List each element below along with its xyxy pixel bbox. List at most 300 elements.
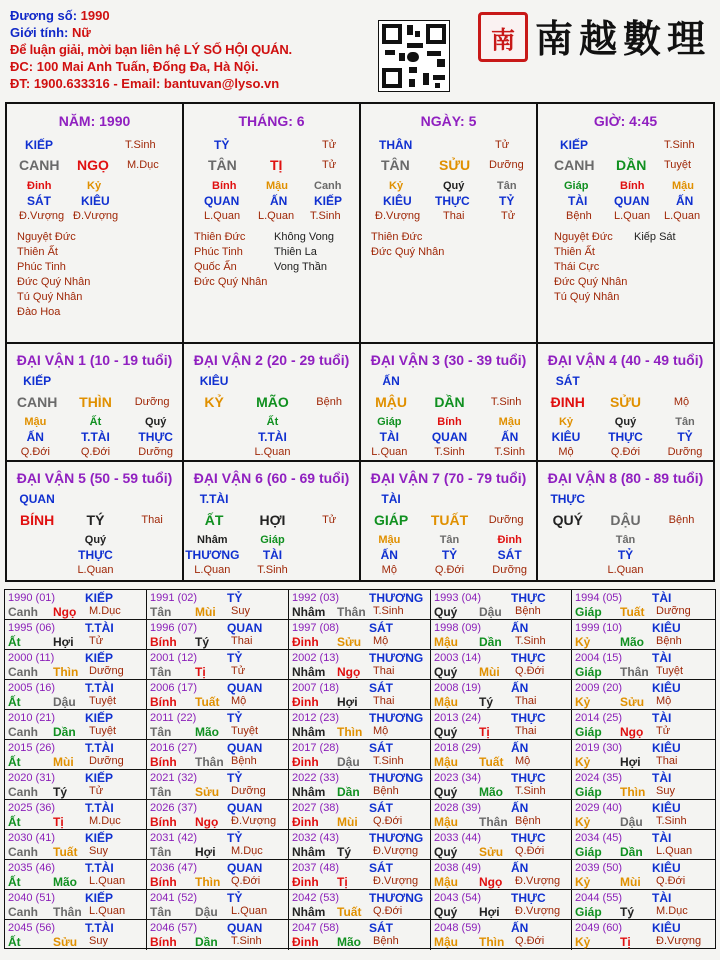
year-stem: Giáp bbox=[575, 845, 602, 859]
year-stem: Tân bbox=[150, 905, 172, 919]
year-label: 2008 (19) bbox=[434, 682, 482, 694]
luck-hidden-stage: L.Quan bbox=[254, 446, 291, 458]
year-cell bbox=[5, 770, 147, 800]
year-stage: Bệnh bbox=[515, 815, 541, 827]
luck-title: ĐẠI VẬN 7 (70 - 79 tuổi) bbox=[370, 470, 527, 486]
luck-stem: CANH bbox=[16, 394, 58, 410]
year-branch: Dần bbox=[337, 785, 360, 799]
year-stem: Canh bbox=[8, 665, 38, 679]
year-stage: Đ.Vượng bbox=[373, 875, 419, 887]
luck-title: ĐẠI VẬN 4 (40 - 49 tuổi) bbox=[547, 352, 704, 368]
year-cell bbox=[431, 740, 572, 770]
year-label: 2036 (47) bbox=[150, 862, 198, 874]
year-branch: Thìn bbox=[337, 725, 363, 739]
year-cell bbox=[289, 650, 431, 680]
hidden-stage: Đ.Vượng bbox=[73, 210, 119, 222]
year-god: KIẾP bbox=[85, 711, 114, 725]
year-stem: Kỷ bbox=[575, 815, 591, 829]
hidden-god: TỶ bbox=[499, 194, 515, 208]
year-cell bbox=[289, 890, 431, 920]
year-label: 2015 (26) bbox=[8, 742, 56, 754]
year-cell bbox=[5, 890, 147, 920]
year-god: T.TÀI bbox=[85, 861, 114, 875]
year-cell bbox=[572, 890, 715, 920]
year-branch: Dần bbox=[195, 935, 218, 949]
luck-god: KIÊU bbox=[199, 374, 229, 388]
year-label: 2018 (29) bbox=[434, 742, 482, 754]
year-god: TÀI bbox=[652, 771, 672, 785]
year-stage: Thai bbox=[515, 695, 537, 707]
year-branch: Dần bbox=[620, 845, 643, 859]
luck-hidden-stem: Kỷ bbox=[558, 416, 574, 428]
year-god: SÁT bbox=[369, 681, 393, 695]
luck-hidden-god: TỶ bbox=[441, 548, 458, 562]
year-label: 1998 (09) bbox=[434, 622, 482, 634]
luck-title: ĐẠI VẬN 8 (80 - 89 tuổi) bbox=[547, 470, 704, 486]
year-label: 2005 (16) bbox=[8, 682, 56, 694]
year-stem: Tân bbox=[150, 785, 172, 799]
year-stage: Dưỡng bbox=[656, 605, 691, 617]
year-god: QUAN bbox=[227, 921, 263, 935]
year-label: 2004 (15) bbox=[575, 652, 623, 664]
year-cell bbox=[289, 710, 431, 740]
year-stem: Canh bbox=[8, 905, 38, 919]
luck-hidden-stage: Dưỡng bbox=[492, 564, 528, 576]
year-cell bbox=[147, 590, 289, 620]
year-cell bbox=[289, 620, 431, 650]
year-god: THỰC bbox=[511, 891, 546, 905]
year-stem: Ất bbox=[8, 935, 21, 949]
year-stem: Đinh bbox=[292, 875, 319, 889]
year-stem: Canh bbox=[8, 845, 38, 859]
year-branch: Ngọ bbox=[620, 725, 644, 739]
year-god: TỶ bbox=[227, 651, 243, 665]
year-stem: Giáp bbox=[575, 785, 602, 799]
pillar-branch: DẦN bbox=[616, 157, 647, 173]
year-label: 2032 (43) bbox=[292, 832, 340, 844]
year-branch: Thân bbox=[195, 755, 224, 769]
year-god: KIÊU bbox=[652, 681, 681, 695]
year-cell bbox=[431, 650, 572, 680]
luck-stage: Dưỡng bbox=[488, 514, 524, 526]
year-stage: Đ.Vượng bbox=[373, 845, 419, 857]
year-stage: Tuyệt bbox=[89, 695, 117, 707]
luck-cell bbox=[538, 344, 713, 462]
luck-title: ĐẠI VẬN 3 (30 - 39 tuổi) bbox=[370, 352, 527, 368]
hidden-stage: L.Quan bbox=[664, 210, 701, 222]
luck-hidden-god: TÀI bbox=[379, 430, 399, 444]
luck-god: T.TÀI bbox=[199, 492, 229, 506]
year-label: 1991 (02) bbox=[150, 592, 198, 604]
year-cell bbox=[431, 800, 572, 830]
brand-logo-text: 南越數理 bbox=[535, 16, 712, 61]
year-branch: Mão bbox=[479, 785, 503, 799]
hidden-god: THỰC bbox=[435, 194, 470, 208]
year-branch: Tý bbox=[479, 695, 494, 709]
year-stage: Bệnh bbox=[373, 785, 399, 797]
hidden-stem: Giáp bbox=[564, 180, 589, 192]
hidden-god: KIÊU bbox=[81, 194, 110, 208]
year-god: QUAN bbox=[227, 801, 263, 815]
year-stem: Quý bbox=[434, 605, 458, 619]
year-god: THỰC bbox=[511, 651, 546, 665]
year-cell bbox=[431, 920, 572, 950]
hidden-stage: L.Quan bbox=[204, 210, 241, 222]
phone-email-line: ĐT: 1900.633316 - Email: bantuvan@lyso.vn bbox=[10, 76, 280, 91]
year-branch: Dần bbox=[479, 635, 502, 649]
year-stage: M.Dục bbox=[89, 815, 121, 827]
year-branch: Tuất bbox=[53, 845, 78, 859]
luck-hidden-stem: Mậu bbox=[24, 416, 47, 428]
year-stage: Tử bbox=[656, 725, 671, 737]
year-stem: Giáp bbox=[575, 605, 602, 619]
luck-hidden-stem: Ất bbox=[266, 416, 279, 428]
year-branch: Sửu bbox=[53, 935, 78, 949]
year-cell bbox=[572, 590, 715, 620]
year-branch: Mùi bbox=[479, 665, 500, 679]
year-cell bbox=[5, 710, 147, 740]
year-label: 2047 (58) bbox=[292, 922, 340, 934]
year-branch: Thân bbox=[53, 905, 82, 919]
luck-stage: Bệnh bbox=[668, 514, 695, 526]
year-branch: Tuất bbox=[337, 905, 362, 919]
year-label: 2002 (13) bbox=[292, 652, 340, 664]
year-cell bbox=[147, 830, 289, 860]
year-branch: Mùi bbox=[620, 875, 641, 889]
year-god: ẤN bbox=[511, 741, 529, 755]
luck-hidden-god: THỰC bbox=[608, 430, 643, 444]
year-stem: Ất bbox=[8, 875, 21, 889]
address-line: ĐC: 100 Mai Anh Tuấn, Đống Đa, Hà Nội. bbox=[10, 59, 259, 74]
annual-luck-table bbox=[4, 589, 716, 949]
year-god: TỶ bbox=[227, 831, 243, 845]
year-cell bbox=[289, 830, 431, 860]
year-stem: Ất bbox=[8, 695, 21, 709]
year-stage: T.Sinh bbox=[373, 605, 404, 617]
pillar-god: KIẾP bbox=[25, 138, 54, 152]
year-stem: Bính bbox=[150, 875, 177, 889]
year-god: ẤN bbox=[511, 621, 529, 635]
year-stage: Đ.Vượng bbox=[231, 815, 277, 827]
pillar-branch-stage: Dưỡng bbox=[489, 159, 524, 171]
luck-hidden-stage: Mộ bbox=[558, 446, 574, 458]
year-stage: Mộ bbox=[656, 695, 672, 707]
year-label: 1992 (03) bbox=[292, 592, 340, 604]
year-stem: Nhâm bbox=[292, 665, 326, 679]
year-label: 2001 (12) bbox=[150, 652, 198, 664]
year-branch: Tý bbox=[53, 785, 68, 799]
year-cell bbox=[572, 800, 715, 830]
year-god: KIẾP bbox=[85, 771, 114, 785]
year-branch: Dậu bbox=[337, 755, 360, 769]
year-branch: Ngọ bbox=[337, 665, 361, 679]
year-branch: Tuất bbox=[195, 695, 220, 709]
year-stage: T.Sinh bbox=[515, 635, 546, 647]
year-label: 2035 (46) bbox=[8, 862, 56, 874]
year-stage: Q.Đới bbox=[515, 845, 545, 857]
year-cell bbox=[5, 680, 147, 710]
year-cell bbox=[572, 830, 715, 860]
year-stem: Ất bbox=[8, 815, 21, 829]
year-label: 2017 (28) bbox=[292, 742, 340, 754]
year-label: 2000 (11) bbox=[8, 652, 55, 664]
luck-hidden-god: TÀI bbox=[262, 548, 283, 562]
pillar-stem: CANH bbox=[554, 157, 595, 173]
year-stem: Đinh bbox=[292, 815, 319, 829]
year-god: TÀI bbox=[652, 831, 672, 845]
luck-cell bbox=[361, 462, 538, 580]
year-label: 2026 (37) bbox=[150, 802, 198, 814]
year-label: 1996 (07) bbox=[150, 622, 198, 634]
luck-hidden-god: T.TÀI bbox=[258, 430, 287, 444]
year-stem: Giáp bbox=[575, 665, 602, 679]
year-stem: Giáp bbox=[575, 725, 602, 739]
year-stem: Kỷ bbox=[575, 935, 591, 949]
year-stem: Quý bbox=[434, 905, 458, 919]
year-branch: Dậu bbox=[53, 695, 76, 709]
year-stage: Bệnh bbox=[515, 605, 541, 617]
year-cell bbox=[147, 710, 289, 740]
year-god: T.TÀI bbox=[85, 801, 114, 815]
year-cell bbox=[431, 830, 572, 860]
year-label: 2031 (42) bbox=[150, 832, 198, 844]
pillar-stage: Tử bbox=[322, 139, 337, 151]
pillar-branch: SỬU bbox=[439, 157, 471, 173]
pillar-stage: T.Sinh bbox=[664, 139, 695, 151]
star-list: Thiên Đức Đức Quý Nhân bbox=[371, 231, 445, 258]
year-stage: Thai bbox=[515, 725, 537, 737]
luck-branch: TUẤT bbox=[430, 512, 469, 528]
year-label: 2021 (32) bbox=[150, 772, 198, 784]
hidden-stem: Đinh bbox=[27, 180, 52, 192]
year-label: 2046 (57) bbox=[150, 922, 198, 934]
year-label: 1999 (10) bbox=[575, 622, 623, 634]
year-cell bbox=[431, 710, 572, 740]
pillar-title: GIỜ: 4:45 bbox=[593, 113, 658, 129]
luck-stem: GIÁP bbox=[373, 512, 409, 528]
year-cell bbox=[289, 800, 431, 830]
year-stage: Tử bbox=[89, 785, 104, 797]
year-stage: L.Quan bbox=[89, 905, 126, 917]
luck-hidden-stem: Bính bbox=[437, 416, 462, 428]
year-branch: Tị bbox=[195, 665, 206, 679]
luck-god: THỰC bbox=[550, 492, 586, 506]
pillar-stem: TÂN bbox=[208, 157, 237, 173]
year-label: 2013 (24) bbox=[434, 712, 482, 724]
year-cell bbox=[289, 590, 431, 620]
year-branch: Hợi bbox=[195, 845, 216, 859]
year-branch: Thìn bbox=[195, 875, 221, 889]
year-label: 2027 (38) bbox=[292, 802, 340, 814]
year-god: KIẾP bbox=[85, 651, 114, 665]
luck-hidden-stage: Q.Đới bbox=[434, 564, 465, 576]
luck-hidden-stem: Tân bbox=[615, 534, 636, 546]
year-god: ẤN bbox=[511, 921, 529, 935]
luck-hidden-stage: Q.Đới bbox=[80, 446, 111, 458]
year-stem: Tân bbox=[150, 845, 172, 859]
year-stem: Tân bbox=[150, 725, 172, 739]
year-cell bbox=[147, 650, 289, 680]
year-stage: Bệnh bbox=[656, 635, 682, 647]
year-cell bbox=[572, 650, 715, 680]
year-stage: T.Sinh bbox=[656, 815, 687, 827]
star-list-right: Không Vong Thiên La Vong Thần bbox=[274, 231, 334, 273]
year-cell bbox=[572, 680, 715, 710]
year-stem: Bính bbox=[150, 755, 177, 769]
hidden-stem: Bính bbox=[620, 180, 645, 192]
year-stem: Mậu bbox=[434, 695, 458, 709]
year-cell bbox=[289, 680, 431, 710]
year-cell bbox=[147, 920, 289, 950]
pillar-stem: CANH bbox=[19, 157, 60, 173]
year-god: ẤN bbox=[511, 681, 529, 695]
year-branch: Sửu bbox=[195, 785, 220, 799]
year-stage: Mộ bbox=[373, 725, 389, 737]
luck-cell bbox=[538, 462, 713, 580]
year-cell bbox=[289, 860, 431, 890]
luck-hidden-god: THỰC bbox=[78, 548, 113, 562]
year-stem: Mậu bbox=[434, 635, 458, 649]
year-stage: Dưỡng bbox=[231, 785, 266, 797]
luck-god: KIẾP bbox=[23, 374, 52, 388]
luck-hidden-stem: Quý bbox=[144, 416, 167, 428]
year-stage: Q.Đới bbox=[515, 935, 545, 947]
year-stage: Đ.Vượng bbox=[515, 875, 561, 887]
year-god: TÀI bbox=[652, 591, 672, 605]
luck-hidden-stem: Tân bbox=[439, 534, 460, 546]
year-stage: Tử bbox=[89, 635, 104, 647]
year-label: 1990 (01) bbox=[8, 592, 56, 604]
year-god: THƯƠNG bbox=[369, 831, 424, 845]
year-stage: Suy bbox=[231, 605, 250, 617]
qr-code bbox=[378, 20, 450, 92]
year-stem: Đinh bbox=[292, 935, 319, 949]
hidden-stem: Bính bbox=[212, 180, 237, 192]
year-cell bbox=[431, 860, 572, 890]
luck-cell bbox=[7, 344, 184, 462]
luck-hidden-god: THỰC bbox=[138, 430, 173, 444]
year-stage: Mộ bbox=[373, 635, 389, 647]
year-stem: Ất bbox=[8, 755, 21, 769]
year-god: THỰC bbox=[511, 591, 546, 605]
year-stem: Bính bbox=[150, 815, 177, 829]
contact-line: Để luận giải, mời bạn liên hệ LÝ SỐ HỘI QUÁN. bbox=[10, 42, 292, 57]
year-god: KIẾP bbox=[85, 831, 114, 845]
pillar-title: NĂM: 1990 bbox=[58, 113, 131, 129]
year-cell bbox=[572, 920, 715, 950]
year-stage: Bệnh bbox=[231, 755, 257, 767]
year-branch: Dần bbox=[53, 725, 76, 739]
year-label: 2025 (36) bbox=[8, 802, 56, 814]
year-god: THƯƠNG bbox=[369, 891, 424, 905]
hidden-stage: Đ.Vượng bbox=[375, 210, 421, 222]
year-label: 2037 (48) bbox=[292, 862, 340, 874]
year-cell bbox=[5, 800, 147, 830]
luck-god: QUAN bbox=[19, 492, 55, 506]
year-stem: Quý bbox=[434, 665, 458, 679]
luck-stage: Bệnh bbox=[316, 396, 342, 408]
year-god: TÀI bbox=[652, 711, 672, 725]
luck-hidden-stem: Quý bbox=[614, 416, 637, 428]
birth-line: Đương số: 1990 bbox=[10, 8, 110, 23]
year-god: KIÊU bbox=[652, 741, 681, 755]
year-branch: Tị bbox=[53, 815, 64, 829]
year-cell bbox=[572, 620, 715, 650]
hidden-god: KIẾP bbox=[314, 194, 343, 208]
year-stage: Thai bbox=[231, 635, 253, 647]
year-god: KIÊU bbox=[652, 861, 681, 875]
year-stage: Q.Đới bbox=[515, 665, 545, 677]
luck-stem: MẬU bbox=[375, 394, 408, 410]
year-label: 2010 (21) bbox=[8, 712, 56, 724]
pillar-god: TỶ bbox=[214, 138, 230, 152]
pillar-chart bbox=[5, 102, 715, 582]
luck-branch: DẦN bbox=[434, 394, 465, 410]
hidden-god: TÀI bbox=[568, 194, 588, 208]
hidden-stem: Mậu bbox=[266, 180, 288, 192]
year-stage: T.Sinh bbox=[231, 935, 262, 947]
year-branch: Ngọ bbox=[479, 875, 503, 889]
year-god: TỶ bbox=[227, 711, 243, 725]
luck-cell bbox=[184, 462, 361, 580]
luck-hidden-stem: Giáp bbox=[260, 534, 285, 546]
year-label: 1997 (08) bbox=[292, 622, 340, 634]
year-stem: Bính bbox=[150, 635, 177, 649]
year-stage: Đ.Vượng bbox=[656, 935, 702, 947]
pillar-title: THÁNG: 6 bbox=[238, 113, 305, 129]
luck-hidden-god: SÁT bbox=[497, 548, 522, 562]
luck-stem: QUÝ bbox=[552, 512, 583, 528]
hidden-stage: Bệnh bbox=[566, 210, 592, 222]
year-branch: Ngọ bbox=[53, 605, 77, 619]
year-stage: Dưỡng bbox=[89, 755, 124, 767]
year-label: 2003 (14) bbox=[434, 652, 482, 664]
year-god: T.TÀI bbox=[85, 621, 114, 635]
year-cell bbox=[572, 860, 715, 890]
year-god: QUAN bbox=[227, 741, 263, 755]
year-label: 2007 (18) bbox=[292, 682, 340, 694]
year-stem: Canh bbox=[8, 725, 38, 739]
luck-title: ĐẠI VẬN 2 (20 - 29 tuổi) bbox=[193, 352, 350, 368]
luck-stage: Thai bbox=[141, 514, 163, 526]
year-stem: Kỷ bbox=[575, 755, 591, 769]
year-cell bbox=[147, 680, 289, 710]
year-cell bbox=[147, 740, 289, 770]
year-cell bbox=[572, 740, 715, 770]
year-stage: Suy bbox=[656, 785, 675, 797]
year-branch: Tuất bbox=[479, 755, 504, 769]
luck-hidden-god: THƯƠNG bbox=[185, 548, 240, 562]
hidden-god: QUAN bbox=[614, 194, 650, 208]
year-cell bbox=[5, 830, 147, 860]
year-god: SÁT bbox=[369, 921, 393, 935]
year-label: 2049 (60) bbox=[575, 922, 623, 934]
year-branch: Thìn bbox=[620, 785, 646, 799]
luck-stage: T.Sinh bbox=[490, 396, 522, 408]
luck-hidden-stage: L.Quan bbox=[607, 564, 644, 576]
pillar-stage: Tử bbox=[495, 139, 510, 151]
year-god: ẤN bbox=[511, 861, 529, 875]
year-stage: Suy bbox=[89, 845, 108, 857]
hidden-stem: Quý bbox=[443, 180, 465, 192]
luck-branch: SỬU bbox=[609, 394, 642, 410]
year-cell bbox=[572, 770, 715, 800]
luck-stem: ẤT bbox=[204, 512, 224, 528]
year-branch: Hợi bbox=[620, 755, 641, 769]
year-label: 2041 (52) bbox=[150, 892, 198, 904]
hidden-stem: Mậu bbox=[672, 180, 694, 192]
luck-hidden-stage: T.Sinh bbox=[257, 564, 288, 576]
